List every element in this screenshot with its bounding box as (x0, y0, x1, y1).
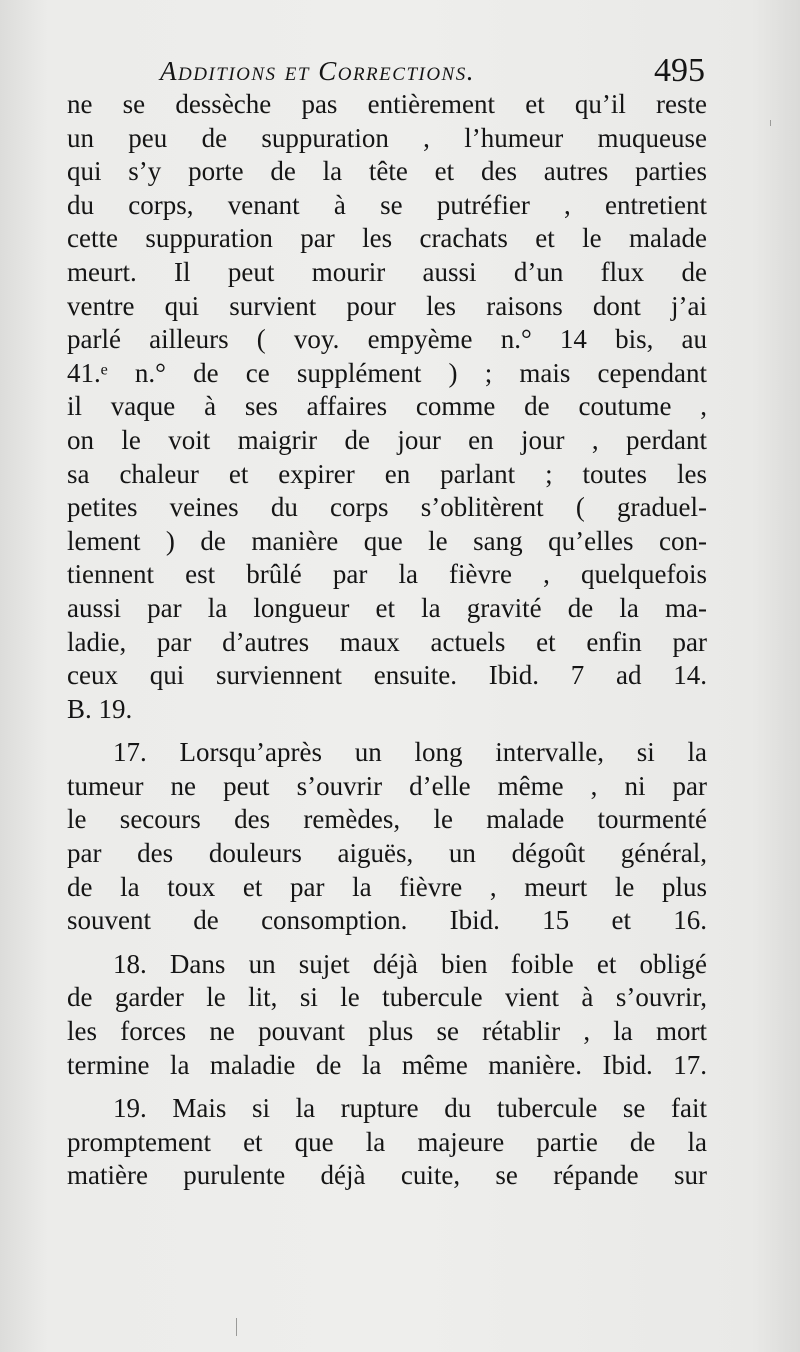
text-line: on le voit maigrir de jour en jour , perdant (67, 424, 707, 455)
text-line: 19. Mais si la rupture du tubercule se fait (113, 1093, 707, 1124)
paragraph-gap (67, 726, 707, 736)
text-line: petites veines du corps s’oblitèrent ( graduel- (67, 492, 707, 523)
text-line: tumeur ne peut s’ouvrir d’elle même , ni par (67, 770, 707, 801)
text-line: souvent de consomption. Ibid. 15 et 16. (67, 905, 707, 936)
text-line: tiennent est brûlé par la fièvre , quelquefois (67, 559, 707, 590)
text-line: aussi par la longueur et la gravité de la ma- (67, 592, 707, 623)
text-line: ventre qui survient pour les raisons dont j’ai (67, 290, 707, 321)
text-line: le secours des remèdes, le malade tourmenté (67, 804, 707, 835)
page-mark (236, 1318, 237, 1336)
text-line: sa chaleur et expirer en parlant ; toutes les (67, 458, 707, 489)
text-line: de la toux et par la fièvre , meurt le plus (67, 871, 707, 902)
text-line: B. 19. (67, 693, 133, 724)
text-line: un peu de suppuration , l’humeur muqueuse (67, 122, 707, 153)
text-line: lement ) de manière que le sang qu’elles con- (67, 525, 707, 556)
text-line: ladie, par d’autres maux actuels et enfin par (67, 626, 707, 657)
page-number: 495 (654, 52, 705, 89)
text-line: qui s’y porte de la tête et des autres parties (67, 156, 707, 187)
text-line: matière purulente déjà cuite, se répande sur (67, 1160, 707, 1191)
text-line: cette suppuration par les crachats et le malade (67, 223, 707, 254)
body-text (67, 88, 707, 1193)
text-line: 41.ᵉ n.° de ce supplément ) ; mais cependant (67, 357, 707, 388)
text-line: 17. Lorsqu’après un long intervalle, si la (113, 737, 707, 768)
paragraph-gap (67, 1082, 707, 1092)
text-line: meurt. Il peut mourir aussi d’un flux de (67, 256, 707, 287)
page-mark (770, 120, 771, 126)
text-line: termine la maladie de la même manière. Ibid. 17. (67, 1049, 707, 1080)
paragraph-gap (67, 938, 707, 948)
text-line: de garder le lit, si le tubercule vient à s’ouvrir, (67, 982, 707, 1013)
text-line: 18. Dans un sujet déjà bien foible et obligé (113, 948, 707, 979)
text-line: ne se dessèche pas entièrement et qu’il reste (67, 89, 707, 119)
text-line: par des douleurs aiguës, un dégoût général, (67, 838, 707, 869)
text-line: ceux qui surviennent ensuite. Ibid. 7 ad 14. (67, 660, 707, 691)
text-line: il vaque à ses affaires comme de coutume , (67, 391, 707, 422)
text-line: promptement et que la majeure partie de la (67, 1126, 707, 1157)
text-line: les forces ne pouvant plus se rétablir , la mort (67, 1016, 707, 1047)
running-title: Additions et Corrections. (160, 56, 475, 86)
text-line: parlé ailleurs ( voy. empyème n.° 14 bis, au (67, 324, 707, 355)
text-line: du corps, venant à se putréfier , entretient (67, 189, 707, 220)
